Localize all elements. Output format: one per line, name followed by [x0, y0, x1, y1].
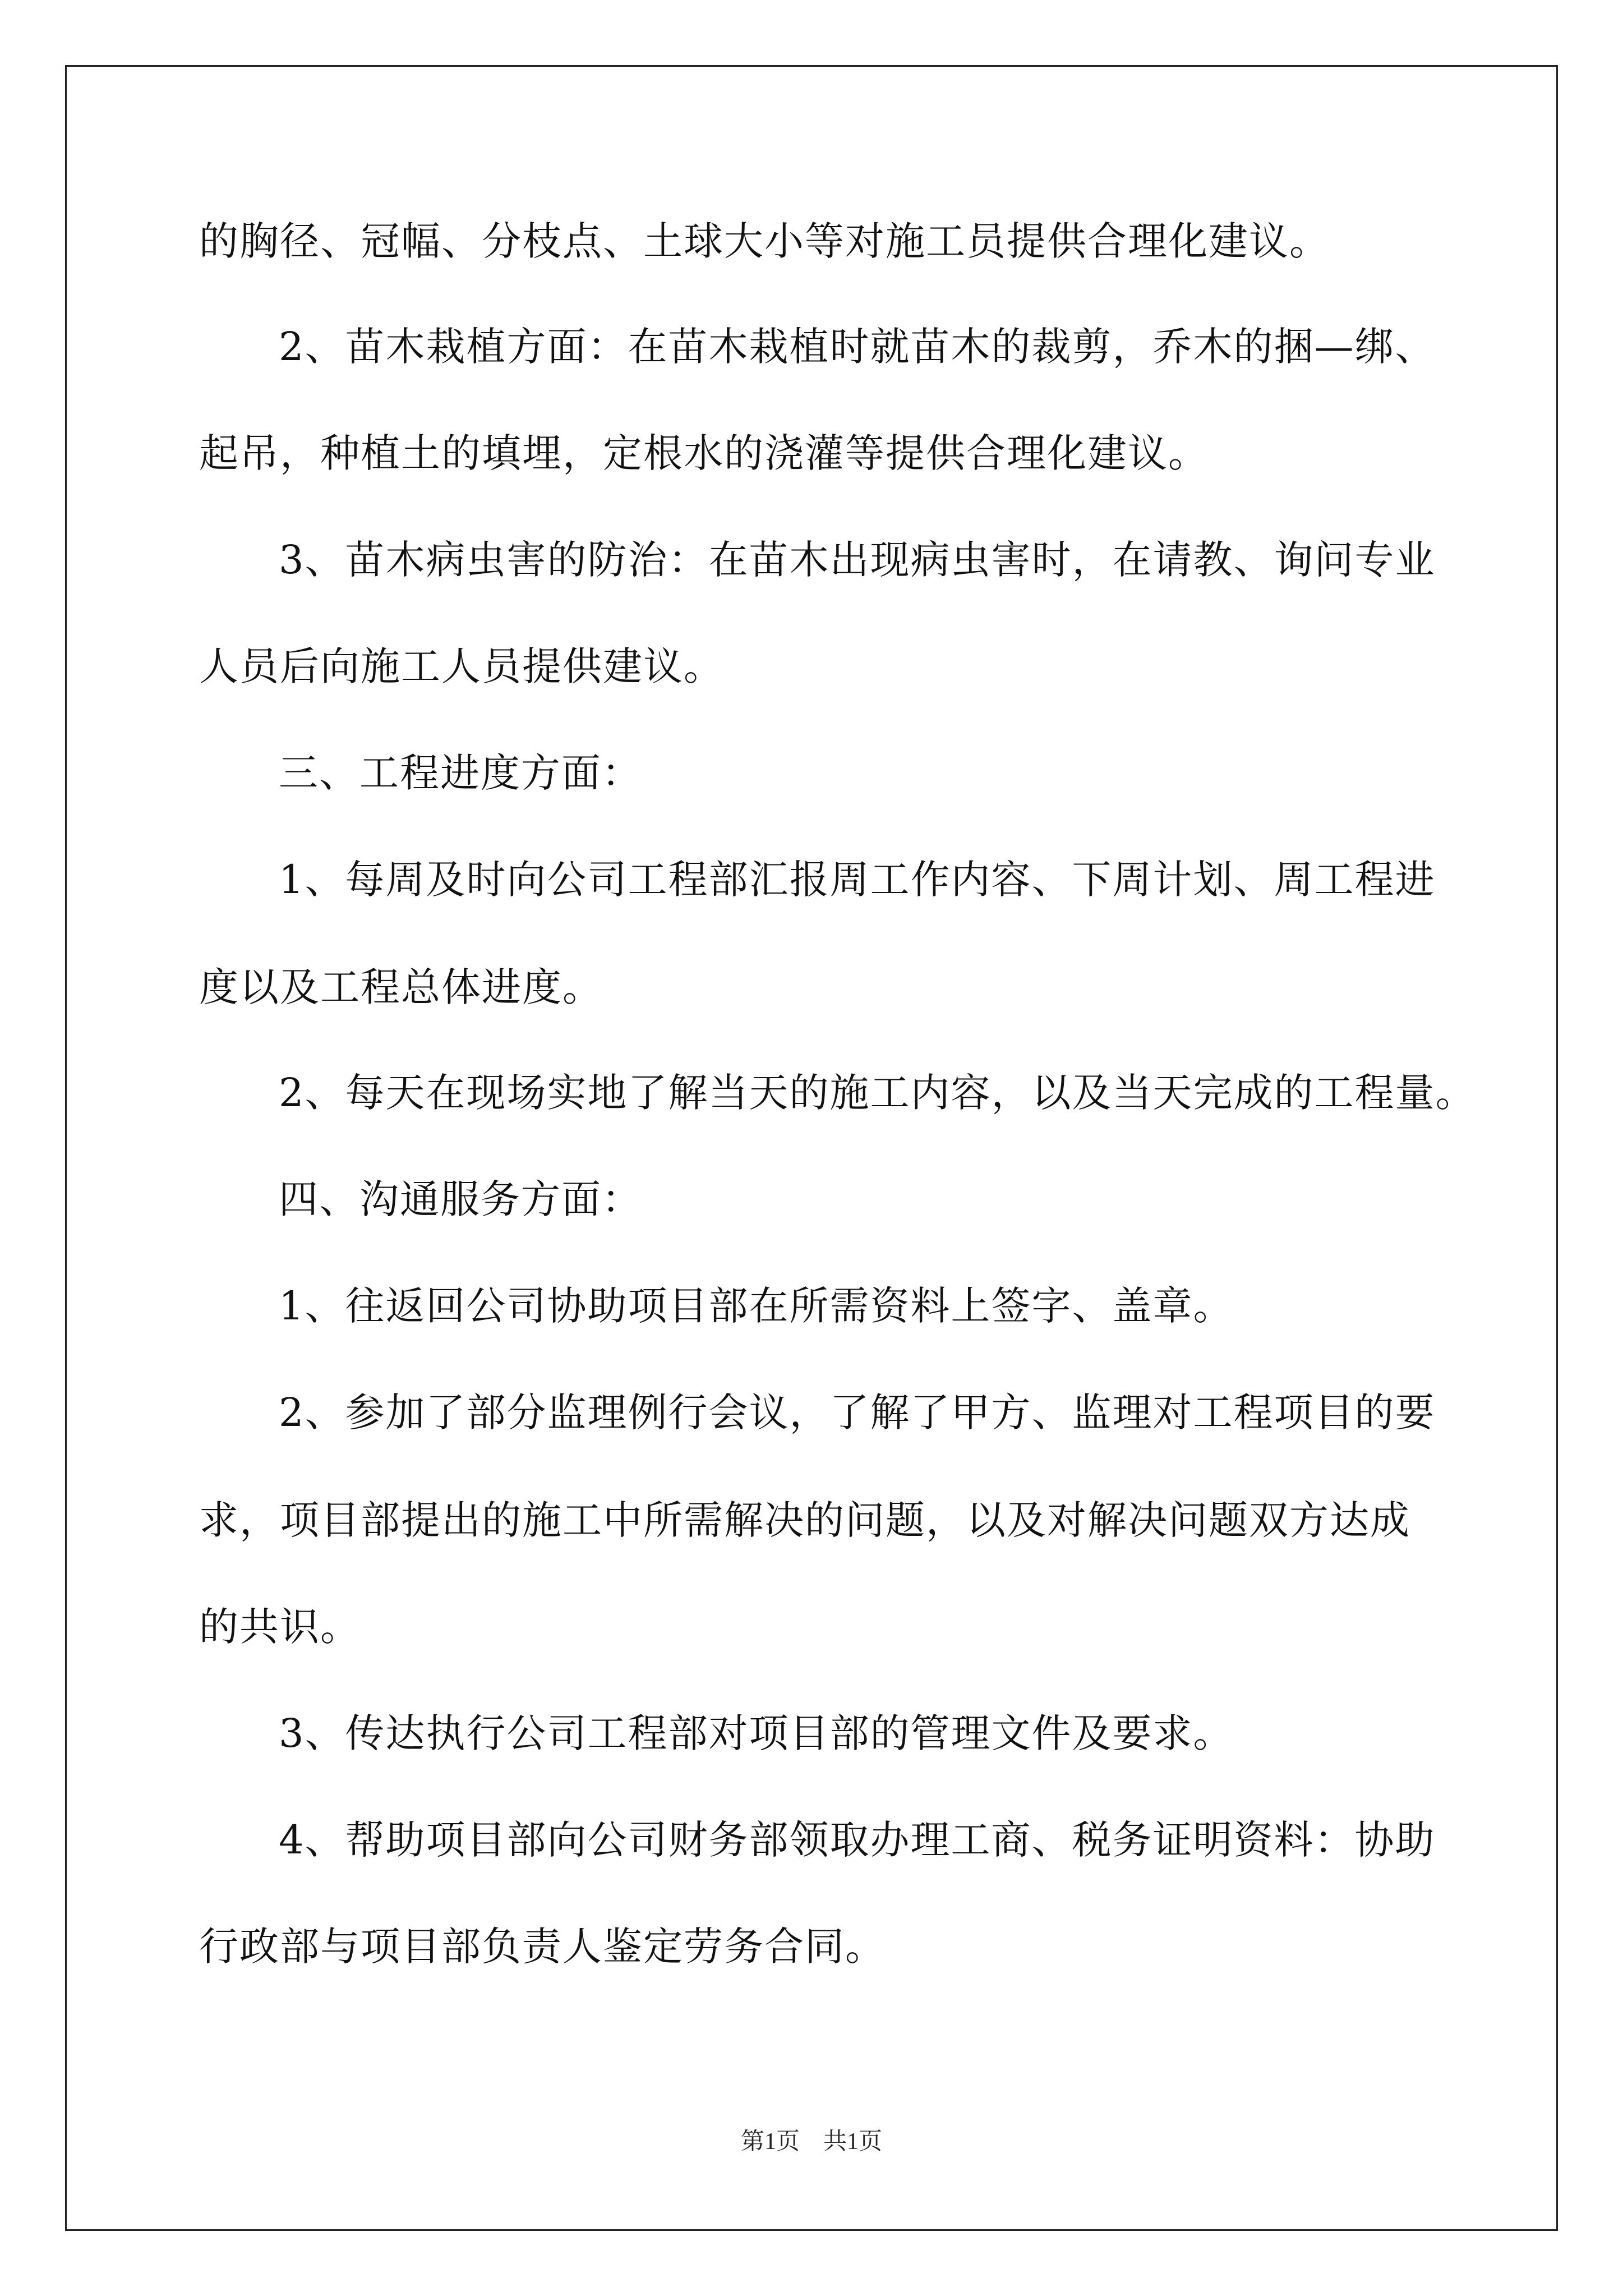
text-line-8: 度以及工程总体进度。	[199, 964, 603, 1010]
text-line-12: 2、参加了部分监理例行会议，了解了甲方、监理对工程项目的要	[279, 1389, 1436, 1435]
text-line-17: 行政部与项目部负责人鉴定劳务合同。	[199, 1924, 886, 1970]
text-line-9: 2、每天在现场实地了解当天的施工内容，以及当天完成的工程量。	[279, 1070, 1476, 1116]
text-line-4: 3、苗木病虫害的防治：在苗木出现病虫害时，在请教、询问专业	[279, 537, 1436, 583]
page-border	[65, 65, 1558, 2231]
section-heading-3: 三、工程进度方面：	[279, 750, 642, 796]
text-line-15: 3、传达执行公司工程部对项目部的管理文件及要求。	[279, 1710, 1234, 1756]
text-line-7: 1、每周及时向公司工程部汇报周工作内容、下周计划、周工程进	[279, 857, 1436, 903]
text-line-5: 人员后向施工人员提供建议。	[199, 643, 724, 689]
text-line-14: 的共识。	[199, 1604, 361, 1650]
text-line-1: 的胸径、冠幅、分枝点、土球大小等对施工员提供合理化建议。	[199, 218, 1330, 264]
text-line-13: 求，项目部提出的施工中所需解决的问题，以及对解决问题双方达成	[199, 1497, 1410, 1543]
text-line-3: 起吊，种植土的填埋，定根水的浇灌等提供合理化建议。	[199, 430, 1209, 476]
text-line-11: 1、往返回公司协助项目部在所需资料上签字、盖章。	[279, 1283, 1234, 1329]
section-heading-4: 四、沟通服务方面：	[279, 1176, 642, 1222]
text-line-16: 4、帮助项目部向公司财务部领取办理工商、税务证明资料：协助	[279, 1817, 1436, 1863]
text-line-2: 2、苗木栽植方面：在苗木栽植时就苗木的裁剪，乔木的捆—绑、	[279, 324, 1436, 370]
page-number-footer: 第1页 共1页	[740, 2129, 882, 2155]
